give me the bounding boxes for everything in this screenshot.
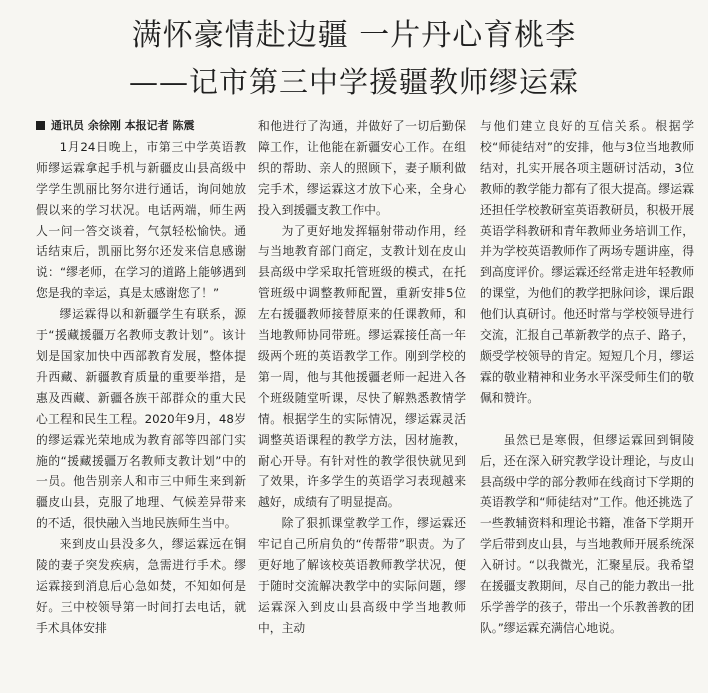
square-bullet-icon: [36, 121, 45, 130]
paragraph: 1月24日晚上，市第三中学英语教师缪运霖拿起手机与新疆皮山县高级中学学生凯丽比努尔进行通话，询问她放假以来的学习状况。电话两端，师生两人一问一答交谈着，气氛轻松愉快。通话结束后，凯丽比努尔还发来信息感谢说：“缪老师，在学习的道路上能够遇到您是我的幸运，真是太感谢您了！”: [36, 139, 246, 301]
paragraph: 虽然已是寒假，但缪运霖回到铜陵后，还在深入研究教学设计理论，与皮山县高级中学的部分教师在线商讨下学期的英语教学和“师徒结对”工作。他还挑选了一些教辅资料和理论书籍，准备下学期开学后带到皮山县，与当地教师开展系统深入研讨。“以我微光，汇聚星辰。我希望在援疆支教期间，尽自己的能力教出一批乐学善学的孩子，带出一个乐教善教的团队。”缪运霖充满信心地说。: [480, 432, 694, 635]
article-column-2: [258, 116, 466, 693]
paragraph: 缪运霖得以和新疆学生有联系，源于“援藏援疆万名教师支教计划”。该计划是国家加快中西部教育发展，整体提升西藏、新疆教育质量的重要举措，是惠及西藏、新疆各族干部群众的重大民心工程和民生工程。2020年9月，48岁的缪运霖光荣地成为教育部等四部门实施的“援藏援疆万名教师支教计划”中的一员。他告别亲人和市三中师生来到新疆皮山县，克服了地理、气候差异带来的不适，很快融入当地民族师生当中。: [36, 307, 246, 531]
byline: [36, 116, 246, 137]
paragraph: 和他进行了沟通，并做好了一切后勤保障工作，让他能在新疆安心工作。在组织的帮助、亲人的照顾下，妻子顺利做完手术，缪运霖这才放下心来，全身心投入到援疆支教工作中。: [258, 119, 466, 217]
headline-sub: ——记市第三中学援疆教师缪运霖: [128, 65, 579, 99]
paragraph: 来到皮山县没多久，缪运霖远在铜陵的妻子突发疾病，急需进行手术。缪运霖接到消息后心急如焚，不知如何是好。三中校领导第一时间打去电话，就手术具体安排: [36, 537, 246, 635]
paragraph: 与他们建立良好的互信关系。根据学校“师徒结对”的安排，他与3位当地教师结对，扎实开展各项主题研讨活动，3位教师的教学能力都有了很大提高。缪运霖还担任学校教研室英语教研员，积极开展英语学科教研和青年教师业务培训工作，并为学校英语教师作了两场专题讲座，得到高度评价。缪运霖还经常走进年轻教师的课堂，为他们的教学把脉问诊，课后跟他们认真研讨。他还时常与学校领导进行交流，汇报自己革新教学的点子、路子，颇受学校领导的肯定。短短几个月，缪运霖的敬业精神和业务水平深受师生们的敬佩和赞许。: [480, 119, 694, 405]
headline-main: 满怀豪情赴边疆 一片丹心育桃李: [131, 18, 577, 53]
byline-text: 通讯员 余徐刚 本报记者 陈震: [51, 119, 195, 132]
paragraph: 除了狠抓课堂教学工作，缪运霖还牢记自己所肩负的“传帮带”职责。为了更好地了解该校英语教师教学状况，便于随时交流解决教学中的实际问题，缪运霖深入到皮山县高级中学当地教师中，主动: [258, 516, 466, 635]
paragraph-gap: [480, 409, 694, 430]
paragraph: 为了更好地发挥辐射带动作用，经与当地教育部门商定，支教计划在皮山县高级中学采取托管班级的模式，在托管班级中调整教师配置，重新安排5位左右援疆教师接替原来的任课教师，和当地教师协同带班。缪运霖接任高一年级两个班的英语教学工作。刚到学校的第一周，他与其他援疆老师一起进入各个班级随堂听课，尽快了解熟悉教情学情。根据学生的实际情况，缪运霖灵活调整英语课程的教学方法，因材施教，耐心开导。有针对性的教学很快就见到了效果，许多学生的英语学习表现越来越好，成绩有了明显提高。: [258, 223, 466, 510]
article-column-1: [36, 116, 246, 693]
article-column-3: [480, 116, 694, 693]
